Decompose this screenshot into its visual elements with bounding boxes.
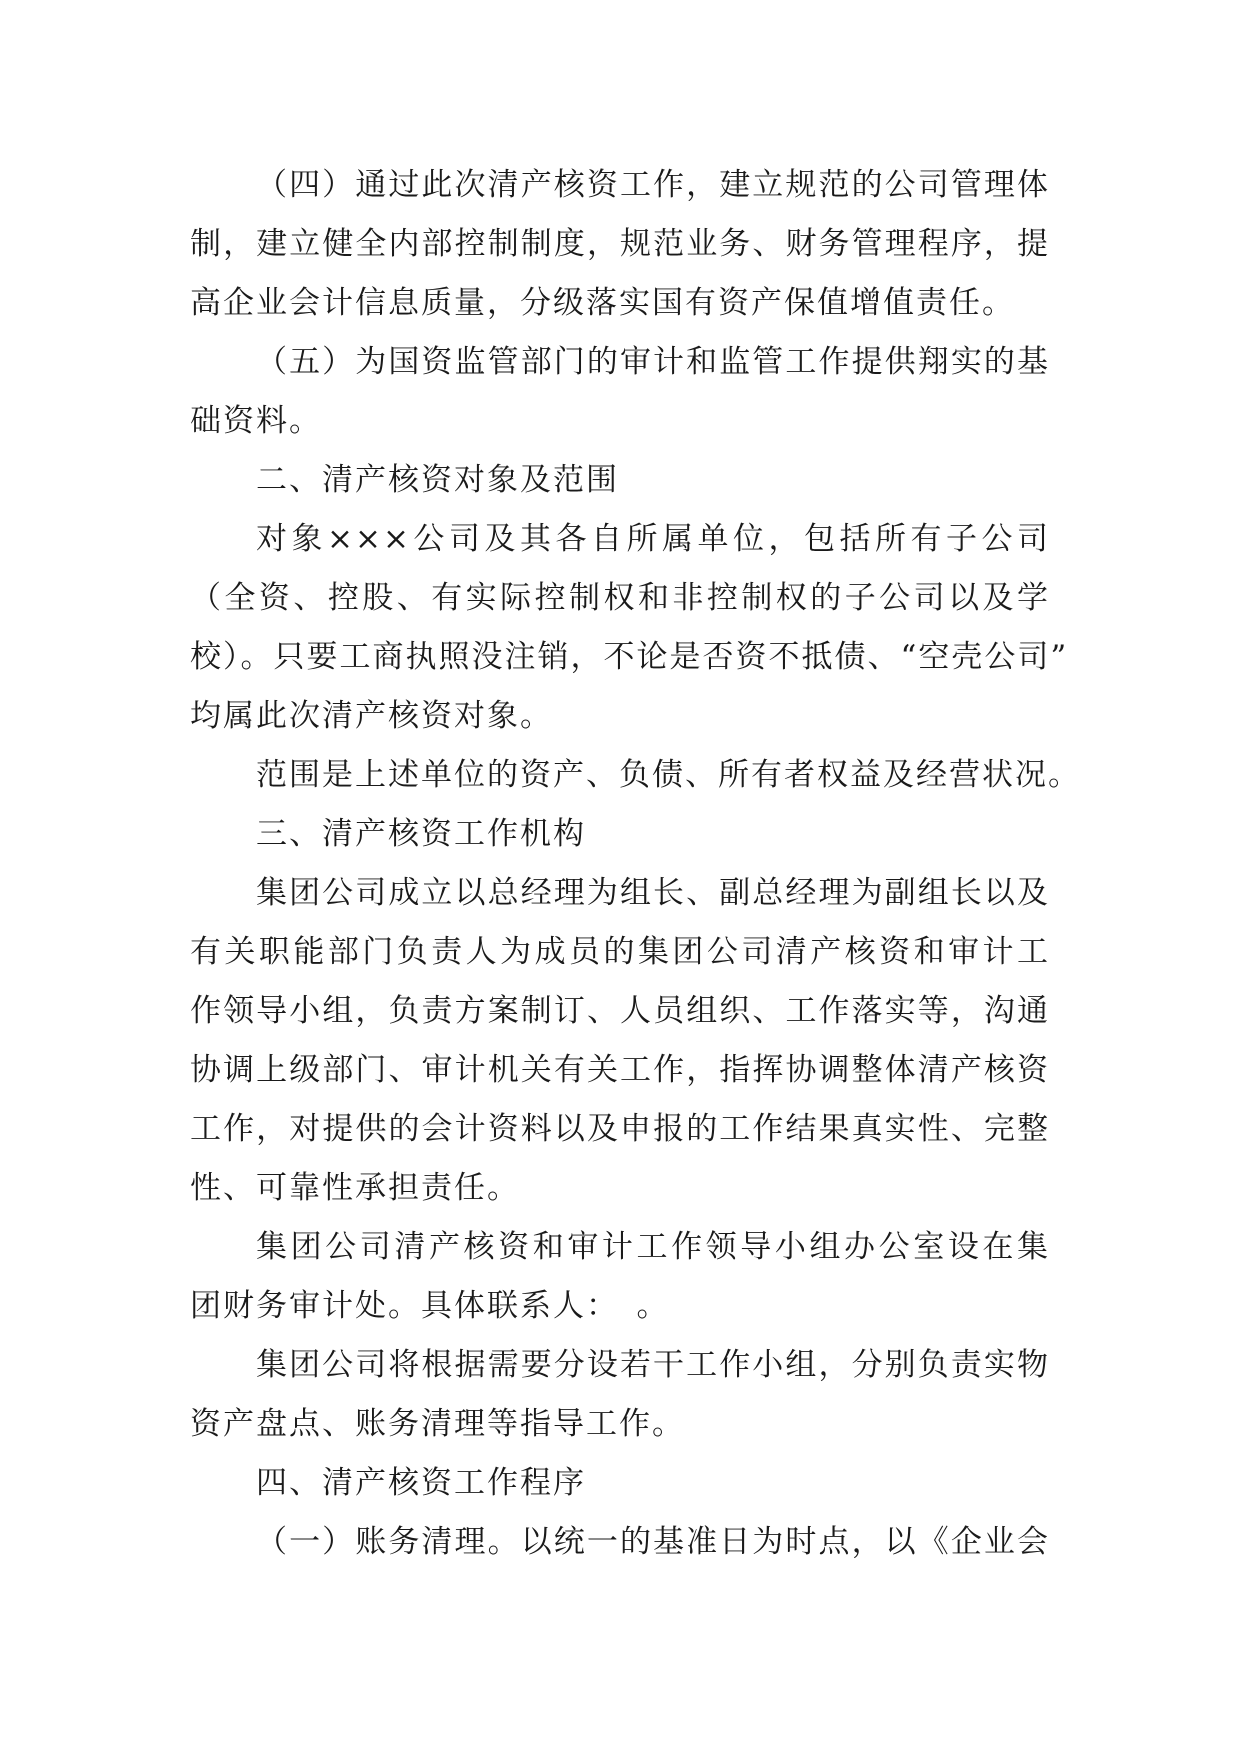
paragraph-line: 有关职能部门负责人为成员的集团公司清产核资和审计工 <box>190 934 1050 970</box>
paragraph-line: （一）账务清理。以统一的基准日为时点，以《企业会 <box>256 1524 1050 1560</box>
paragraph-line: 均属此次清产核资对象。 <box>190 698 553 734</box>
paragraph-line: （四）通过此次清产核资工作，建立规范的公司管理体 <box>256 167 1050 203</box>
paragraph-line: 协调上级部门、审计机关有关工作，指挥协调整体清产核资 <box>190 1052 1050 1088</box>
paragraph-line: （全资、控股、有实际控制权和非控制权的子公司以及学 <box>190 580 1050 616</box>
paragraph-line: 集团公司将根据需要分设若干工作小组，分别负责实物 <box>256 1347 1050 1383</box>
paragraph-line: 范围是上述单位的资产、负债、所有者权益及经营状况。 <box>256 757 1081 793</box>
paragraph-line: 工作，对提供的会计资料以及申报的工作结果真实性、完整 <box>190 1111 1050 1147</box>
paragraph-line: 性、可靠性承担责任。 <box>190 1170 520 1206</box>
paragraph-line: 制，建立健全内部控制制度，规范业务、财务管理程序，提 <box>190 226 1050 262</box>
paragraph-line: 高企业会计信息质量，分级落实国有资产保值增值责任。 <box>190 285 1015 321</box>
paragraph-line: 校）。只要工商执照没注销，不论是否资不抵债、“空壳公司” <box>190 639 1069 675</box>
section-heading: 三、清产核资工作机构 <box>256 816 586 852</box>
paragraph-line: 集团公司清产核资和审计工作领导小组办公室设在集 <box>256 1229 1050 1265</box>
paragraph-line: 础资料。 <box>190 403 322 439</box>
paragraph-line: 团财务审计处。具体联系人： 。 <box>190 1288 670 1324</box>
paragraph-line: （五）为国资监管部门的审计和监管工作提供翔实的基 <box>256 344 1050 380</box>
paragraph-line: 资产盘点、账务清理等指导工作。 <box>190 1406 685 1442</box>
paragraph-line: 作领导小组，负责方案制订、人员组织、工作落实等，沟通 <box>190 993 1050 1029</box>
section-heading: 二、清产核资对象及范围 <box>256 462 619 498</box>
paragraph-line: 集团公司成立以总经理为组长、副总经理为副组长以及 <box>256 875 1050 911</box>
paragraph-line: 对象×××公司及其各自所属单位，包括所有子公司 <box>256 521 1050 557</box>
section-heading: 四、清产核资工作程序 <box>256 1465 586 1501</box>
